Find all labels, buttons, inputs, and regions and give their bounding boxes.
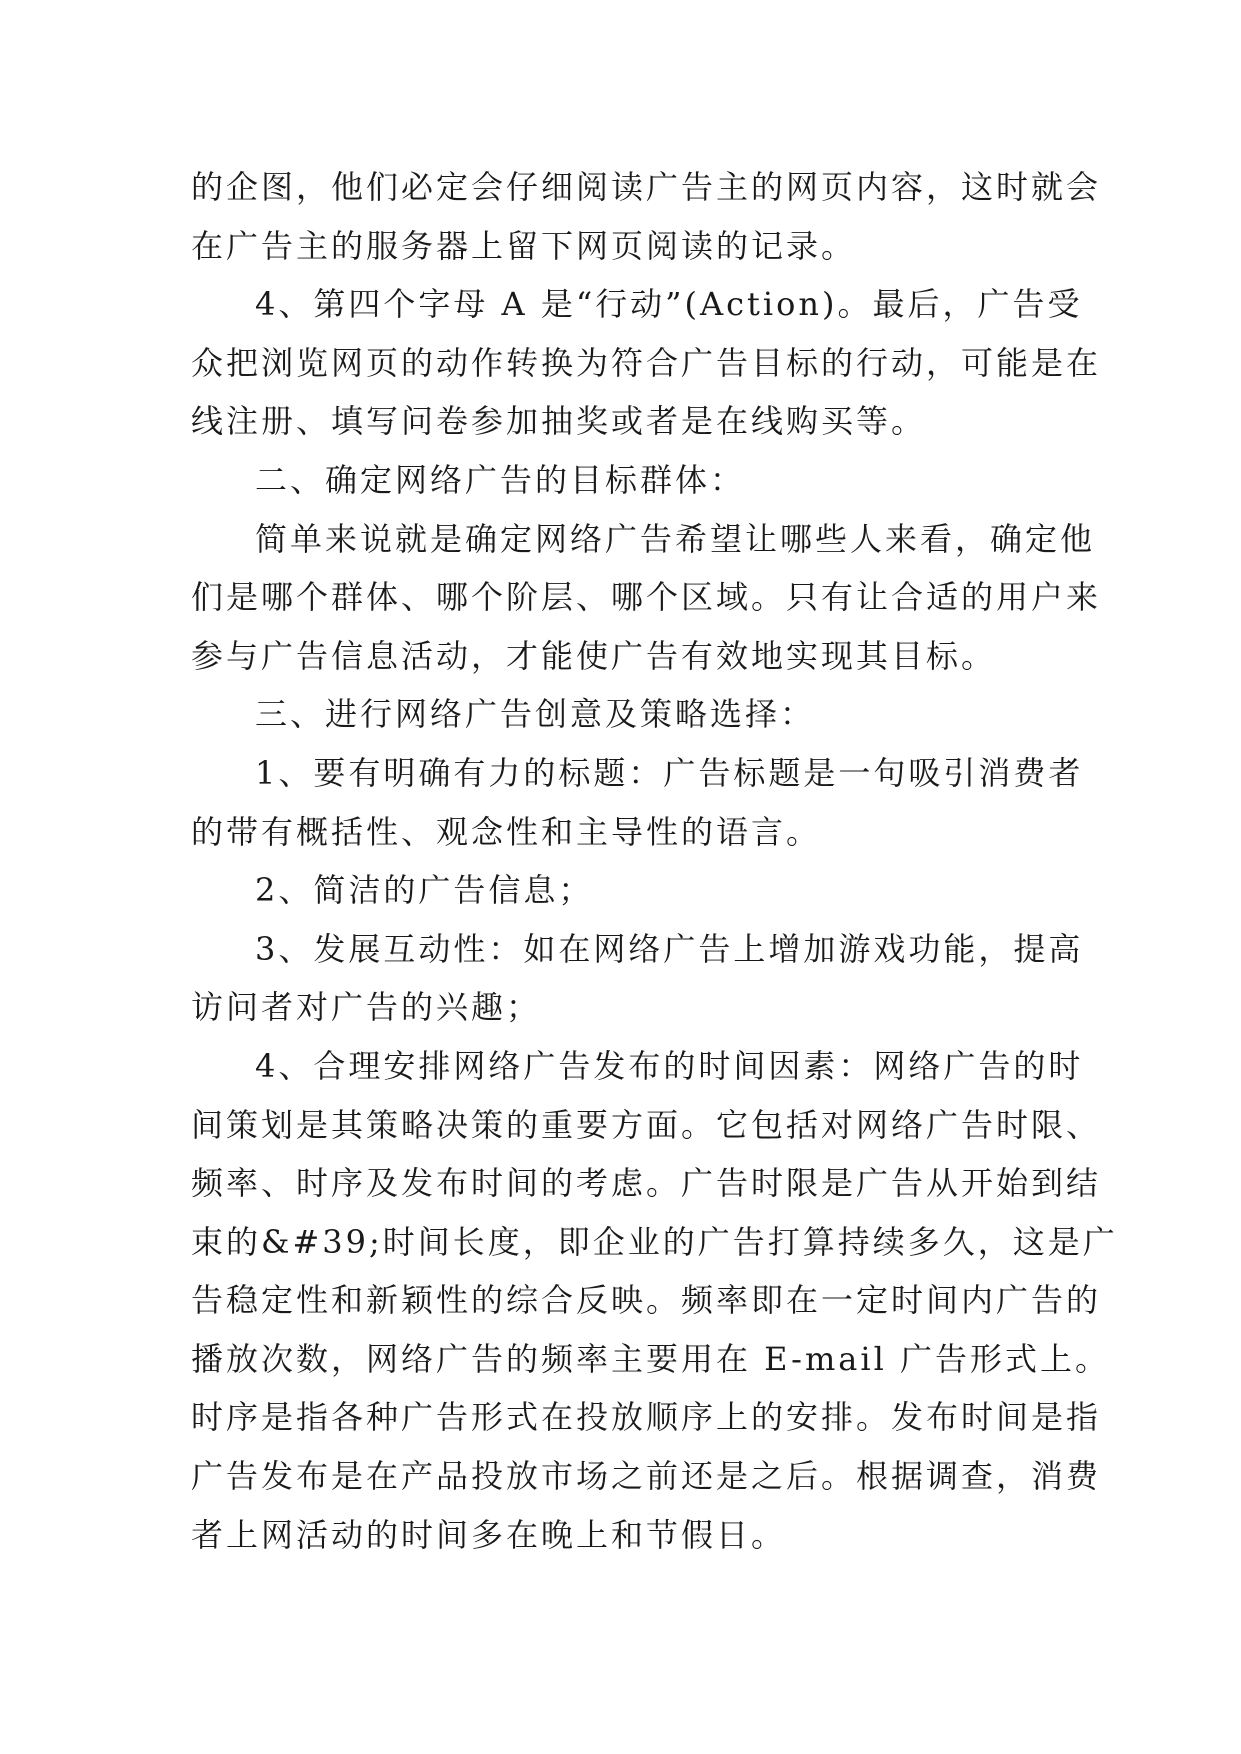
text-line: 时序是指各种广告形式在投放顺序上的安排。发布时间是指 <box>191 1398 1102 1437</box>
text-line: 众把浏览网页的动作转换为符合广告目标的行动，可能是在 <box>191 343 1102 382</box>
text-line: 间策划是其策略决策的重要方面。它包括对网络广告时限、 <box>191 1105 1102 1144</box>
section-heading: 二、确定网络广告的目标群体： <box>255 460 746 499</box>
text-line: 1、要有明确有力的标题：广告标题是一句吸引消费者 <box>255 753 1084 792</box>
text-line: 参与广告信息活动，才能使广告有效地实现其目标。 <box>191 636 997 675</box>
text-line: 线注册、填写问卷参加抽奖或者是在线购买等。 <box>191 402 927 441</box>
text-line: 4、合理安排网络广告发布的时间因素：网络广告的时 <box>255 1046 1084 1085</box>
document-body <box>191 158 1118 1564</box>
text-line: 在广告主的服务器上留下网页阅读的记录。 <box>191 226 857 265</box>
text-line: 4、第四个字母 A 是“行动”(Action)。最后，广告受 <box>255 285 1083 324</box>
text-line: 的企图，他们必定会仔细阅读广告主的网页内容，这时就会 <box>191 168 1102 206</box>
text-line: 告稳定性和新颖性的综合反映。频率即在一定时间内广告的 <box>191 1281 1102 1320</box>
text-line: 播放次数，网络广告的频率主要用在 E-mail 广告形式上。 <box>191 1339 1111 1378</box>
text-line: 广告发布是在产品投放市场之前还是之后。根据调查，消费 <box>191 1457 1102 1496</box>
text-line: 的带有概括性、观念性和主导性的语言。 <box>191 812 822 851</box>
text-line: 们是哪个群体、哪个阶层、哪个区域。只有让合适的用户来 <box>191 578 1102 617</box>
text-line: 访问者对广告的兴趣； <box>191 988 542 1027</box>
text-line: 者上网活动的时间多在晚上和节假日。 <box>191 1515 787 1554</box>
text-line: 3、发展互动性：如在网络广告上增加游戏功能，提高 <box>255 929 1084 968</box>
text-line: 束的&#39;时间长度，即企业的广告打算持续多久，这是广 <box>191 1222 1118 1261</box>
section-heading: 三、进行网络广告创意及策略选择： <box>255 695 816 734</box>
text-line: 频率、时序及发布时间的考虑。广告时限是广告从开始到结 <box>191 1164 1102 1203</box>
text-line: 2、简洁的广告信息； <box>255 871 594 910</box>
text-line: 简单来说就是确定网络广告希望让哪些人来看，确定他 <box>255 519 1096 558</box>
